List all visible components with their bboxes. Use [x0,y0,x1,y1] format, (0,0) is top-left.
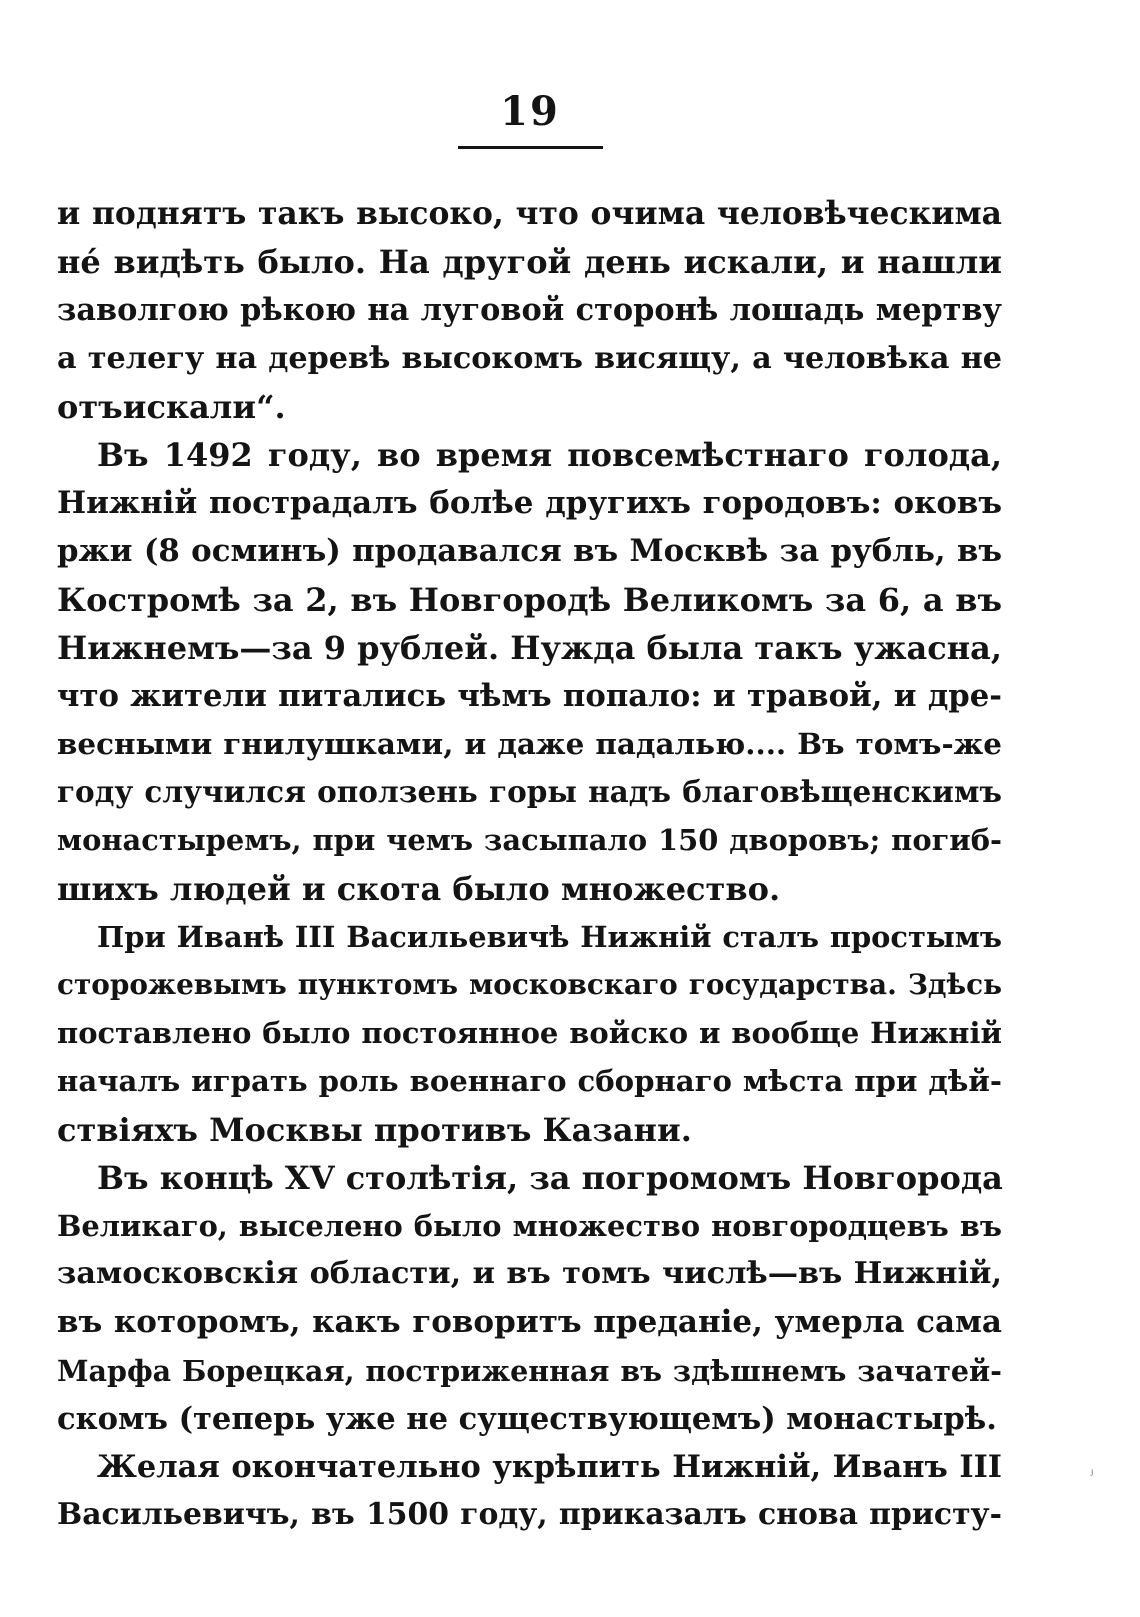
text-line: заволгою рѣкою на луговой сторонѣ лошадь мертву [57,292,1002,329]
text-line: Въ 1492 году, во время повсемѣстнаго голода, [97,435,1002,474]
text-line: началъ играть роль военнаго сборнаго мѣста при дѣй- [57,1064,1002,1099]
text-line: и поднятъ такъ высоко, что очима человѣческима [57,196,1002,232]
text-line: замосковскія области, и въ томъ числѣ—въ Нижній, [57,1256,1002,1292]
text-line: Васильевичъ, въ 1500 году, приказалъ снова присту- [57,1497,1002,1533]
margin-mark: ʲ [1090,1467,1094,1481]
text-line: Великаго, выселено было множество новгородцевъ въ [57,1208,1002,1243]
text-line: При Иванѣ III Васильевичѣ Нижній сталъ простымъ [97,919,1002,954]
body-text [57,190,1002,1539]
text-line: скомъ (теперь уже не существующемъ) монастырѣ. [57,1400,997,1437]
text-line: Желая окончательно укрѣпить Нижній, Иванъ III [97,1448,1002,1485]
text-line: Марфа Борецкая, постриженная въ здѣшнемъ зачатей- [57,1353,1002,1388]
text-line: шихъ людей и скота было множество. [57,869,781,908]
text-line: Нижній пострадалъ болѣе другихъ городовъ: оковъ [57,485,1002,522]
page-number-rule [458,146,603,149]
text-line: отъискали“. [57,387,286,426]
text-line: весными гнилушками, и даже падалью.... Въ томъ-же [57,726,1002,762]
text-line: а телегу на деревѣ высокомъ висящу, а человѣка не [57,340,1002,376]
text-line: въ которомъ, какъ говоритъ преданіе, умерла сама [57,1304,1002,1341]
text-line: Костромѣ за 2, въ Новгородѣ Великомъ за 6, а въ [57,580,1002,619]
page-number: 19 [500,88,560,135]
text-line: Нижнемъ—за 9 рублей. Нужда была такъ ужасна, [57,628,1003,667]
text-line: Въ концѣ XV столѣтія, за погромомъ Новгорода [97,1158,1003,1197]
text-line: году случился оползень горы надъ благовѣщенскимъ [57,774,1002,810]
text-line: поставлено было постоянное войско и вообще Нижній [57,1016,1002,1051]
text-line: не́ видѣть было. На другой день искали, и нашли [57,243,1002,282]
text-line: ствіяхъ Москвы противъ Казани. [57,1110,692,1149]
text-line: сторожевымъ пунктомъ московскаго государства. Здѣсь [57,968,1002,1001]
text-line: что жители питались чѣмъ попало: и травой, и дре- [57,677,1002,714]
text-line: монастыремъ, при чемъ засыпало 150 дворовъ; погиб- [57,823,1002,858]
text-line: ржи (8 осминъ) продавался въ Москвѣ за рубль, въ [57,533,1002,570]
